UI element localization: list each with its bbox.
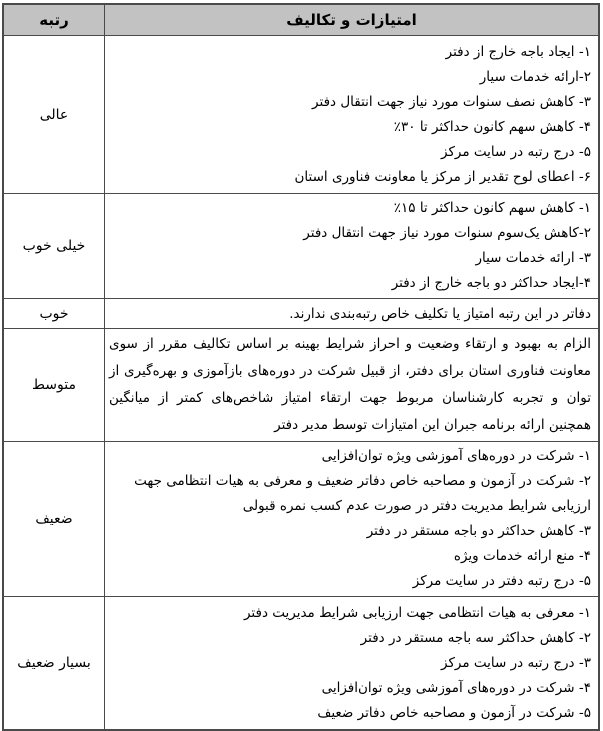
- privileges-cell: [105, 299, 600, 329]
- list-item: ۱- معرفی به هیات انتظامی جهت ارزیابی شرایط مدیریت دفتر: [243, 604, 591, 621]
- list-item: ۵- درج رتبه دفتر در سایت مرکز: [412, 573, 591, 589]
- list-item: ۲-کاهش یک‌سوم سنوات مورد نیاز جهت انتقال دفتر: [303, 225, 591, 241]
- list-item: ۱- کاهش سهم کانون حداکثر تا ۱۵‏٪: [393, 200, 591, 216]
- header-row: [3, 4, 599, 36]
- rank-cell: متوسط: [3, 329, 105, 442]
- list-item: ۵- شرکت در آزمون و مصاحبه خاص دفاتر ضعیف: [317, 704, 591, 721]
- rank-cell: عالی: [3, 36, 105, 194]
- rank-cell: ضعیف: [3, 442, 105, 597]
- list-item: الزام به بهبود و ارتقاء وضعیت و احراز شرایط بهینه بر اساس تکالیف مقرر از سوی معاونت فناوری استان برای دفتر، از قبیل شرکت در دوره‌های بازآموزی و بهره‌گیری از توان و تجربه کارشناسان مربوط جهت ارتقاء امتیاز شاخص‌های کمتر از میانگین همچنین ارائه برنامه جبران این امتیازات توسط مدیر دفتر: [109, 336, 591, 433]
- table-header: [3, 4, 599, 36]
- privileges-cell: [105, 442, 600, 597]
- list-item: ۳- ارائه خدمات سیار: [475, 250, 591, 266]
- list-item: ۲- شرکت در آزمون و مصاحبه خاص دفاتر ضعیف و معرفی به هیات انتظامی جهت ارزیابی شرایط مدیریت دفتر در صورت عدم کسب نمره قبولی: [134, 473, 591, 514]
- rank-cell: خوب: [3, 299, 105, 329]
- rank-cell: بسیار ضعیف: [3, 597, 105, 731]
- list-item: ۱- شرکت در دوره‌های آموزشی ویژه توان‌افزایی: [321, 448, 591, 464]
- items-list: [109, 302, 591, 326]
- list-item: ۲- کاهش حداکثر سه باجه مستقر در دفتر: [360, 629, 591, 646]
- privileges-cell: [105, 194, 600, 299]
- list-item: ۶- اعطای لوح تقدیر از مرکز یا معاونت فناوری استان: [294, 168, 591, 185]
- table-body: [3, 36, 599, 731]
- list-item: ۵- درج رتبه در سایت مرکز: [441, 143, 591, 160]
- table-row-very-weak: [3, 597, 599, 731]
- items-list: [109, 444, 591, 594]
- table-row-weak: [3, 442, 599, 597]
- list-item: دفاتر در این رتبه امتیاز یا تکلیف خاص رتبه‌بندی ندارند.: [289, 305, 591, 322]
- items-list: [109, 331, 591, 439]
- items-list: [109, 601, 591, 726]
- list-item: ۳- کاهش حداکثر دو باجه مستقر در دفتر: [366, 523, 591, 539]
- list-item: ۴- کاهش سهم کانون حداکثر تا ۳۰‏٪: [393, 118, 591, 135]
- table-row-very-good: [3, 194, 599, 299]
- list-item: ۳- کاهش نصف سنوات مورد نیاز جهت انتقال دفتر: [312, 93, 591, 110]
- list-item: ۴- شرکت در دوره‌های آموزشی ویژه توان‌افزایی: [321, 679, 591, 696]
- header-rank: رتبه: [3, 4, 105, 36]
- privileges-cell: [105, 597, 600, 731]
- privileges-cell: [105, 36, 600, 194]
- list-item: ۱- ایجاد باجه خارج از دفتر: [445, 43, 591, 60]
- list-item: ۳- درج رتبه در سایت مرکز: [441, 654, 591, 671]
- list-item: ۴- منع ارائه خدمات ویژه: [453, 548, 591, 564]
- items-list: [109, 40, 591, 190]
- list-item: ۴-ایجاد حداکثر دو باجه خارج از دفتر: [391, 275, 591, 291]
- table-row-average: [3, 329, 599, 442]
- items-list: [109, 196, 591, 296]
- table-row-good: [3, 299, 599, 329]
- rank-cell: خیلی خوب: [3, 194, 105, 299]
- privileges-cell: [105, 329, 600, 442]
- rank-privileges-table: [2, 3, 600, 731]
- header-privileges: امتیازات و تکالیف: [105, 4, 600, 36]
- table-row-excellent: [3, 36, 599, 194]
- list-item: ۲-ارائه خدمات سیار: [479, 68, 591, 85]
